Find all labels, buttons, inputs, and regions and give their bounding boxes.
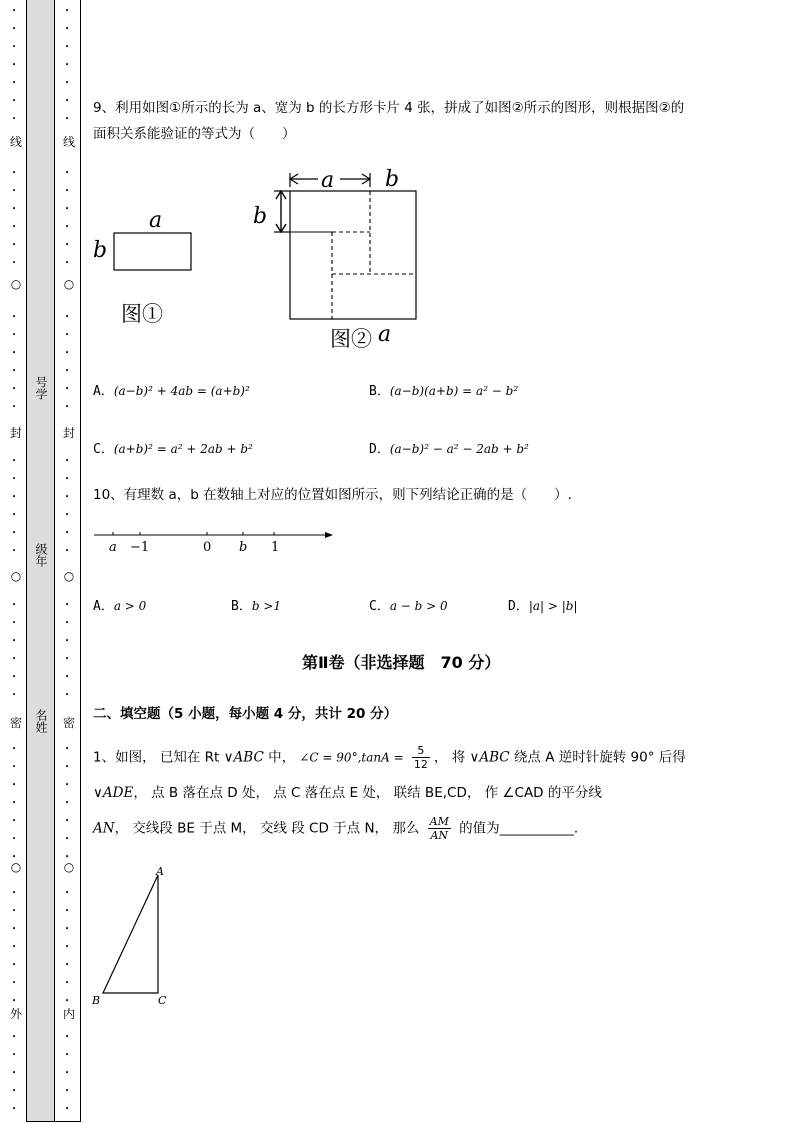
margin-dot: • — [65, 799, 70, 807]
margin-dot: • — [12, 781, 17, 789]
fill1-triangle-abc: ABC — [479, 749, 510, 766]
fill1-segment-an: AN — [93, 820, 115, 837]
option-expression: (a−b)(a+b) = a² − b² — [389, 384, 519, 398]
margin-dot: • — [65, 241, 70, 249]
margin-dot: • — [65, 889, 70, 897]
margin-dot: • — [65, 403, 70, 411]
margin-dot: • — [12, 1105, 17, 1113]
margin-dot: • — [65, 115, 70, 123]
fill1-triangle-ade: ADE — [102, 785, 134, 801]
margin-dot: • — [65, 349, 70, 357]
margin-dot: • — [12, 601, 17, 609]
inner-label-secret: 密 — [62, 716, 75, 730]
fig2-label-b-left: b — [253, 204, 268, 229]
margin-dot: • — [12, 835, 17, 843]
margin-dot: • — [12, 259, 17, 267]
binding-bottom-line — [26, 1121, 81, 1122]
fill1-fraction-tan — [412, 744, 430, 771]
margin-dot: • — [12, 187, 17, 195]
vertex-label-c: C — [158, 994, 167, 1007]
inner-label-circle: ○ — [63, 569, 75, 583]
q10-number-line — [88, 525, 338, 557]
margin-dot: • — [65, 1033, 70, 1041]
option-letter: D． — [508, 599, 529, 614]
fill1-answer-blank[interactable]: 的值为___________. — [454, 820, 579, 837]
margin-dot: • — [65, 529, 70, 537]
margin-dot: • — [65, 313, 70, 321]
margin-dot: • — [65, 169, 70, 177]
inner-label-line: 线 — [62, 135, 75, 149]
margin-dot: • — [12, 1069, 17, 1077]
inner-label-inside: 内 — [62, 1007, 75, 1021]
margin-dot: • — [12, 691, 17, 699]
margin-dot: • — [12, 349, 17, 357]
q9-text-line1: 9、利用如图①所示的长为 a、宽为 b 的长方形卡片 4 张，拼成了如图②所示的图形，则根据图②的 — [93, 100, 685, 116]
vertex-label-a: A — [156, 865, 164, 878]
fig1-caption: 图① — [121, 302, 163, 326]
fill1-line3 — [93, 815, 578, 842]
fill1-angle-expr: ∠C = 90°,tanA = — [299, 750, 404, 765]
fill1-fraction-ratio — [428, 815, 451, 842]
q9-option-b[interactable] — [369, 380, 518, 399]
margin-dot: • — [12, 313, 17, 321]
fig1-label-b: b — [93, 238, 108, 263]
margin-dot: • — [12, 331, 17, 339]
margin-dot: • — [65, 835, 70, 843]
margin-dot: • — [65, 223, 70, 231]
margin-dot: • — [12, 979, 17, 987]
margin-dot: • — [65, 385, 70, 393]
margin-dot: • — [65, 1069, 70, 1077]
margin-dot: • — [65, 25, 70, 33]
field-name: 名姓 — [34, 709, 48, 733]
q10-option-a[interactable] — [93, 595, 146, 614]
q10-option-c[interactable] — [369, 595, 448, 614]
option-letter: A． — [93, 599, 114, 614]
margin-dot: • — [12, 115, 17, 123]
margin-dot: • — [65, 691, 70, 699]
fill1-text: ， 将 ∨ — [433, 749, 480, 766]
margin-dot: • — [65, 1105, 70, 1113]
margin-dot: • — [65, 1087, 70, 1095]
margin-dot: • — [12, 997, 17, 1005]
margin-dot: • — [65, 331, 70, 339]
option-letter: C． — [369, 599, 390, 614]
margin-dot: • — [12, 925, 17, 933]
option-expression: (a+b)² = a² + 2ab + b² — [113, 442, 253, 456]
margin-dot: • — [12, 205, 17, 213]
margin-dot: • — [65, 547, 70, 555]
outer-label-circle: ○ — [10, 277, 22, 291]
outer-label-circle: ○ — [10, 569, 22, 583]
margin-dot: • — [12, 457, 17, 465]
axis-label-one: 1 — [271, 540, 280, 555]
margin-dot: • — [12, 547, 17, 555]
margin-dot: • — [12, 61, 17, 69]
margin-dot: • — [65, 853, 70, 861]
margin-dot: • — [65, 655, 70, 663]
margin-dot: • — [12, 889, 17, 897]
triangle-abc — [103, 875, 158, 993]
margin-dot: • — [12, 7, 17, 15]
option-expression: a > 0 — [113, 599, 147, 613]
option-expression: (a−b)² + 4ab = (a+b)² — [113, 384, 250, 398]
fig1-rectangle — [114, 233, 191, 270]
option-expression: b >1 — [251, 599, 282, 613]
fill1-triangle-abc: ABC — [233, 749, 264, 766]
fill1-text: 中， — [263, 749, 296, 766]
margin-dot: • — [65, 205, 70, 213]
fraction-numerator: AM — [429, 815, 449, 828]
margin-dot: • — [12, 511, 17, 519]
margin-dot: • — [65, 97, 70, 105]
fig2-label-a-bottom: a — [378, 322, 392, 347]
margin-dot: • — [12, 529, 17, 537]
margin-dot: • — [12, 241, 17, 249]
q10-option-d[interactable] — [508, 595, 578, 614]
q9-option-c[interactable] — [93, 438, 253, 457]
axis-label-a: a — [109, 540, 117, 555]
margin-dot: • — [12, 673, 17, 681]
margin-dot: • — [12, 619, 17, 627]
margin-dot: • — [12, 655, 17, 663]
margin-dot: • — [12, 475, 17, 483]
margin-dot: • — [12, 907, 17, 915]
binding-line — [80, 0, 81, 1121]
fill1-text: 1、如图， 已知在 Rt ∨ — [93, 749, 234, 766]
q10-option-b[interactable] — [231, 595, 281, 614]
margin-dot: • — [65, 979, 70, 987]
option-letter: A． — [93, 384, 114, 399]
margin-dot: • — [65, 493, 70, 501]
margin-dot: • — [65, 457, 70, 465]
margin-dot: • — [65, 61, 70, 69]
q9-option-d[interactable] — [369, 438, 529, 457]
fill1-line2 — [93, 780, 602, 806]
margin-dot: • — [12, 817, 17, 825]
fig2-square — [290, 191, 416, 319]
outer-label-seal: 封 — [9, 426, 22, 440]
option-expression: |a| > |b| — [528, 599, 578, 613]
outer-label-secret: 密 — [9, 716, 22, 730]
inner-label-circle: ○ — [63, 277, 75, 291]
margin-dot: • — [65, 781, 70, 789]
fill1-text: ， 交线段 BE 于点 M， 交线 段 CD 于点 N， 那么 — [114, 820, 420, 837]
q9-text-line2: 面积关系能验证的等式为（ ） — [93, 126, 296, 142]
inner-label-seal: 封 — [62, 426, 75, 440]
outer-label-line: 线 — [9, 135, 22, 149]
fill1-text: ， 点 B 落在点 D 处， 点 C 落在点 E 处， 联结 BE,CD， 作 ∠CAD 的平分线 — [133, 785, 602, 801]
vertex-label-b: B — [92, 994, 101, 1007]
margin-dot: • — [12, 79, 17, 87]
axis-label-zero: 0 — [203, 540, 212, 555]
q9-option-a[interactable] — [93, 380, 250, 399]
margin-dot: • — [65, 511, 70, 519]
margin-dot: • — [12, 637, 17, 645]
q9-figures — [88, 165, 433, 355]
fig2-label-a-top: a — [321, 168, 335, 193]
outer-label-circle: ○ — [10, 860, 22, 874]
margin-dot: • — [12, 169, 17, 177]
fraction-denominator: 12 — [413, 758, 428, 771]
margin-dot: • — [65, 637, 70, 645]
margin-dot: • — [12, 745, 17, 753]
margin-dot: • — [65, 1051, 70, 1059]
margin-dot: • — [65, 475, 70, 483]
margin-dot: • — [65, 817, 70, 825]
fraction-numerator: 5 — [412, 744, 430, 758]
margin-dot: • — [12, 1051, 17, 1059]
margin-dot: • — [65, 925, 70, 933]
margin-dot: • — [12, 385, 17, 393]
margin-dot: • — [65, 79, 70, 87]
fill1-text: ∨ — [93, 785, 103, 801]
margin-dot: • — [65, 961, 70, 969]
margin-dot: • — [12, 403, 17, 411]
field-grade: 级年 — [34, 543, 48, 567]
part2-title: 第Ⅱ卷（非选择题 70 分） — [302, 653, 501, 672]
margin-dot: • — [65, 259, 70, 267]
margin-dot: • — [65, 601, 70, 609]
fill1-line1 — [93, 744, 686, 771]
inner-label-circle: ○ — [63, 860, 75, 874]
margin-dot: • — [12, 1087, 17, 1095]
option-letter: C． — [93, 442, 114, 457]
margin-dot: • — [12, 1033, 17, 1041]
outer-label-outside: 外 — [9, 1007, 22, 1021]
axis-label-minus-one: −1 — [130, 540, 150, 555]
margin-dot: • — [12, 763, 17, 771]
margin-dot: • — [12, 493, 17, 501]
margin-dot: • — [65, 673, 70, 681]
margin-dot: • — [65, 7, 70, 15]
fig1-label-a: a — [149, 208, 163, 233]
margin-dot: • — [65, 619, 70, 627]
fig2-caption: 图② — [330, 327, 372, 351]
margin-dot: • — [65, 187, 70, 195]
margin-dot: • — [12, 961, 17, 969]
margin-dot: • — [12, 853, 17, 861]
fig2-label-b-top: b — [385, 167, 400, 192]
option-letter: D． — [369, 442, 390, 457]
margin-dot: • — [65, 367, 70, 375]
fill1-triangle-figure — [88, 862, 178, 1010]
margin-dot: • — [65, 943, 70, 951]
margin-dot: • — [12, 799, 17, 807]
margin-dot: • — [65, 907, 70, 915]
option-expression: a − b > 0 — [389, 599, 448, 613]
section-fill-in-title: 二、填空题（5 小题，每小题 4 分，共计 20 分） — [93, 706, 398, 722]
fraction-denominator: AN — [430, 829, 449, 842]
margin-dot: • — [65, 43, 70, 51]
option-letter: B． — [231, 599, 252, 614]
margin-dot: • — [12, 367, 17, 375]
option-expression: (a−b)² − a² − 2ab + b² — [389, 442, 529, 456]
margin-dot: • — [12, 97, 17, 105]
margin-dot: • — [12, 43, 17, 51]
margin-dot: • — [65, 763, 70, 771]
q10-text: 10、有理数 a，b 在数轴上对应的位置如图所示，则下列结论正确的是（ ）. — [93, 487, 572, 503]
option-letter: B． — [369, 384, 390, 399]
margin-dot: • — [65, 745, 70, 753]
margin-dot: • — [12, 223, 17, 231]
margin-dot: • — [65, 997, 70, 1005]
fill1-text: 绕点 A 逆时针旋转 90° 后得 — [509, 749, 686, 766]
margin-dot: • — [12, 25, 17, 33]
axis-arrow-icon — [325, 532, 333, 538]
axis-label-b: b — [239, 540, 248, 555]
field-student-number: 号学 — [34, 376, 48, 400]
margin-dot: • — [12, 943, 17, 951]
